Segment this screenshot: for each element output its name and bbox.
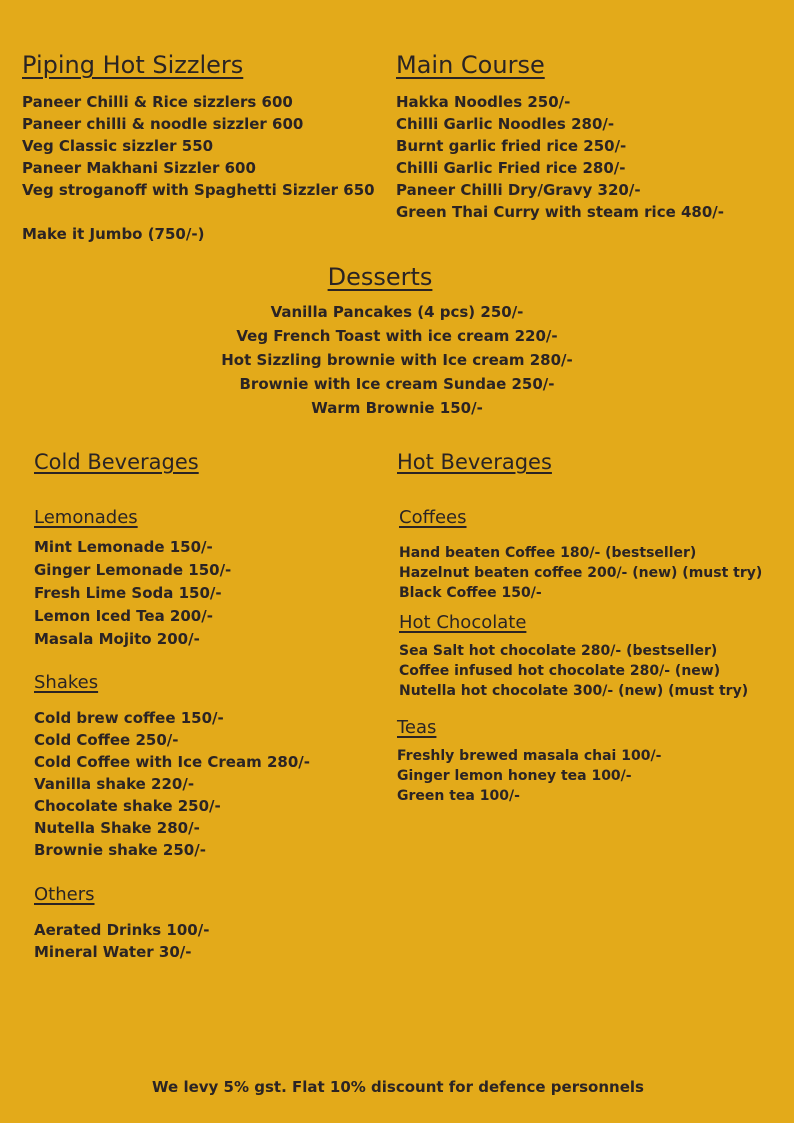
sizzlers-heading: Piping Hot Sizzlers (22, 51, 244, 79)
list-item: Cold Coffee with Ice Cream 280/- (34, 753, 310, 771)
list-item: Coffee infused hot chocolate 280/- (new) (399, 663, 721, 679)
list-item: Warm Brownie 150/- (311, 399, 483, 417)
list-item: Aerated Drinks 100/- (34, 921, 210, 939)
list-item: Paneer Chilli & Rice sizzlers 600 (22, 93, 293, 111)
teas-heading: Teas (397, 717, 437, 738)
hot-chocolate-heading: Hot Chocolate (399, 612, 527, 633)
list-item: Ginger lemon honey tea 100/- (397, 768, 632, 784)
shakes-list (34, 707, 310, 861)
desserts-list (0, 300, 794, 420)
list-item: Green tea 100/- (397, 788, 520, 804)
list-item: Brownie shake 250/- (34, 841, 206, 859)
main-course-heading: Main Course (396, 51, 545, 79)
list-item: Hazelnut beaten coffee 200/- (new) (must try) (399, 565, 763, 581)
list-item: Mint Lemonade 150/- (34, 538, 213, 556)
list-item: Chilli Garlic Noodles 280/- (396, 115, 615, 133)
list-item: Green Thai Curry with steam rice 480/- (396, 203, 724, 221)
jumbo-note: Make it Jumbo (750/-) (22, 225, 205, 243)
list-item: Hot Sizzling brownie with Ice cream 280/- (221, 351, 573, 369)
list-item: Chocolate shake 250/- (34, 797, 221, 815)
footer-note: We levy 5% gst. Flat 10% discount for defence personnels (152, 1078, 644, 1096)
teas-list (397, 746, 661, 806)
lemonades-list (34, 536, 231, 651)
list-item: Nutella hot chocolate 300/- (new) (must try) (399, 683, 749, 699)
list-item: Veg Classic sizzler 550 (22, 137, 214, 155)
list-item: Fresh Lime Soda 150/- (34, 584, 222, 602)
list-item: Hakka Noodles 250/- (396, 93, 571, 111)
list-item: Paneer Chilli Dry/Gravy 320/- (396, 181, 641, 199)
list-item: Masala Mojito 200/- (34, 630, 200, 648)
others-list (34, 919, 209, 963)
list-item: Ginger Lemonade 150/- (34, 561, 232, 579)
list-item: Burnt garlic fried rice 250/- (396, 137, 627, 155)
list-item: Chilli Garlic Fried rice 280/- (396, 159, 626, 177)
list-item: Brownie with Ice cream Sundae 250/- (239, 375, 555, 393)
coffees-heading: Coffees (399, 507, 467, 528)
list-item: Paneer chilli & noodle sizzler 600 (22, 115, 304, 133)
list-item: Lemon Iced Tea 200/- (34, 607, 213, 625)
list-item: Cold Coffee 250/- (34, 731, 179, 749)
desserts-heading: Desserts (327, 263, 433, 291)
sizzlers-list (22, 91, 375, 201)
coffees-list (399, 543, 762, 603)
others-heading: Others (34, 884, 95, 905)
list-item: Nutella Shake 280/- (34, 819, 200, 837)
list-item: Veg stroganoff with Spaghetti Sizzler 650 (22, 181, 375, 199)
list-item: Sea Salt hot chocolate 280/- (bestseller) (399, 643, 718, 659)
list-item: Paneer Makhani Sizzler 600 (22, 159, 256, 177)
list-item: Cold brew coffee 150/- (34, 709, 224, 727)
list-item: Hand beaten Coffee 180/- (bestseller) (399, 545, 697, 561)
hot-chocolate-list (399, 641, 748, 701)
shakes-heading: Shakes (34, 672, 99, 693)
main-course-list (396, 91, 724, 223)
lemonades-heading: Lemonades (34, 507, 138, 528)
list-item: Vanilla Pancakes (4 pcs) 250/- (270, 303, 524, 321)
hot-beverages-heading: Hot Beverages (397, 450, 552, 474)
cold-beverages-heading: Cold Beverages (34, 450, 199, 474)
list-item: Mineral Water 30/- (34, 943, 192, 961)
list-item: Freshly brewed masala chai 100/- (397, 748, 662, 764)
list-item: Veg French Toast with ice cream 220/- (236, 327, 558, 345)
list-item: Vanilla shake 220/- (34, 775, 195, 793)
list-item: Black Coffee 150/- (399, 585, 542, 601)
